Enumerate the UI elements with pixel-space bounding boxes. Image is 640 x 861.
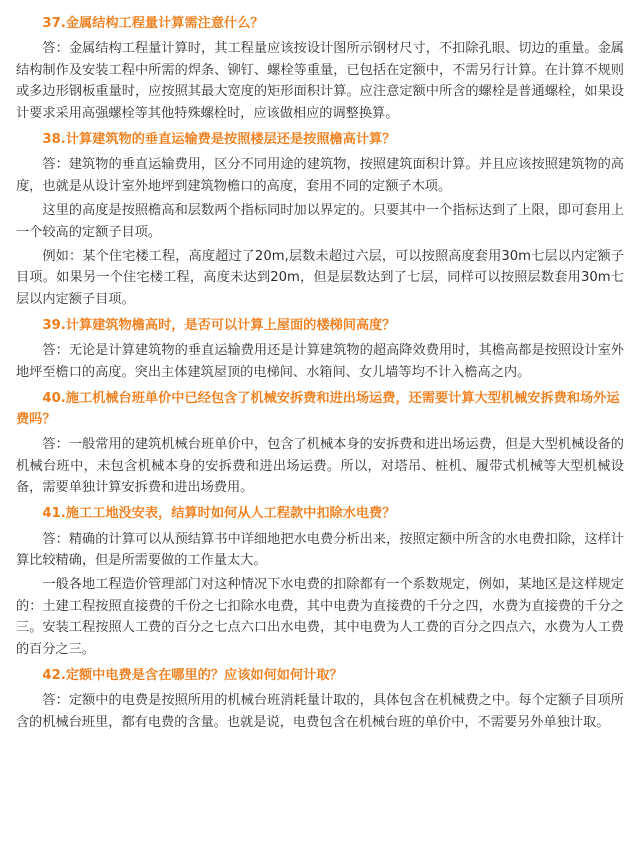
answer-paragraph: 答：定额中的电费是按照所用的机械台班消耗量计取的，具体包含在机械费之中。每个定额子目项所含的机械台班里，都有电费的含量。也就是说，电费包含在机械台班的单价中，不需要另外单独计取。 [16, 693, 624, 730]
qa-block [16, 14, 624, 124]
qa-block [16, 504, 624, 660]
answer-paragraph: 例如：某个住宅楼工程，高度超过了20m,层数未超过六层，可以按照高度套用30m七层以内定额子目项。如果另一个住宅楼工程，高度未达到20m，但是层数达到了七层，同样可以按照层数套用30m七层以内定额子目项。 [16, 248, 624, 307]
qa-block [16, 130, 624, 310]
qa-block [16, 316, 624, 383]
question-heading: 41.施工工地没安表，结算时如何从人工程款中扣除水电费？ [42, 506, 396, 522]
question-heading: 40.施工机械台班单价中已经包含了机械安拆费和进出场运费，还需要计算大型机械安拆费和场外运费吗？ [16, 391, 620, 427]
qa-block [16, 666, 624, 733]
answer-paragraph: 答：一般常用的建筑机械台班单价中，包含了机械本身的安拆费和进出场运费，但是大型机械设备的机械台班中，未包含机械本身的安拆费和进出场运费。所以，对塔吊、桩机、履带式机械等大型机械设备，需要单独计算安拆费和进出场费用。 [16, 437, 624, 495]
question-heading: 42.定额中电费是含在哪里的？应该如何如何计取？ [42, 667, 343, 683]
answer-paragraph: 答：金属结构工程量计算时，其工程量应该按设计图所示钢材尺寸，不扣除孔眼、切边的重量。金属结构制作及安装工程中所需的焊条、铆钉、螺栓等重量，已包括在定额中，不需另行计算。在计算不规则或多边形钢板重量时，应按照其最大宽度的矩形面积计算。应注意定额中所含的螺栓是普通螺栓，如果设计要求采用高强螺栓等其他特殊螺栓时，应该做相应的调整换算。 [16, 41, 624, 121]
question-heading: 37.金属结构工程量计算需注意什么？ [42, 16, 264, 31]
qa-block [16, 389, 624, 498]
answer-paragraph: 一般各地工程造价管理部门对这种情况下水电费的扣除都有一个系数规定，例如，某地区是这样规定的：土建工程按照直接费的千份之七扣除水电费，其中电费为直接费的千分之四，水费为直接费的千分之三。安装工程按照人工费的百分之七点六口出水电费，其中电费为人工费的百分之四点六，水费为人工费的百分之三。 [16, 577, 624, 657]
answer-paragraph: 答：无论是计算建筑物的垂直运输费用还是计算建筑物的超高降效费用时，其檐高都是按照设计室外地坪至檐口的高度。突出主体建筑屋顶的电梯间、水箱间、女儿墙等均不计入檐高之内。 [16, 343, 624, 380]
answer-paragraph: 答：精确的计算可以从预结算书中详细地把水电费分析出来，按照定额中所含的水电费扣除，这样计算比较精确，但是所需要做的工作量太大。 [16, 531, 624, 569]
qa-list [16, 14, 624, 733]
question-heading: 38.计算建筑物的垂直运输费是按照楼层还是按照檐高计算？ [42, 131, 396, 147]
answer-paragraph: 答：建筑物的垂直运输费用，区分不同用途的建筑物，按照建筑面积计算。并且应该按照建筑物的高度，也就是从设计室外地坪到建筑物檐口的高度，套用不同的定额子木项。 [16, 157, 624, 194]
answer-paragraph: 这里的高度是按照檐高和层数两个指标同时加以界定的。只要其中一个指标达到了上限，即可套用上一个较高的定额子目项。 [16, 203, 624, 240]
question-heading: 39.计算建筑物檐高时，是否可以计算上屋面的楼梯间高度？ [42, 318, 396, 334]
